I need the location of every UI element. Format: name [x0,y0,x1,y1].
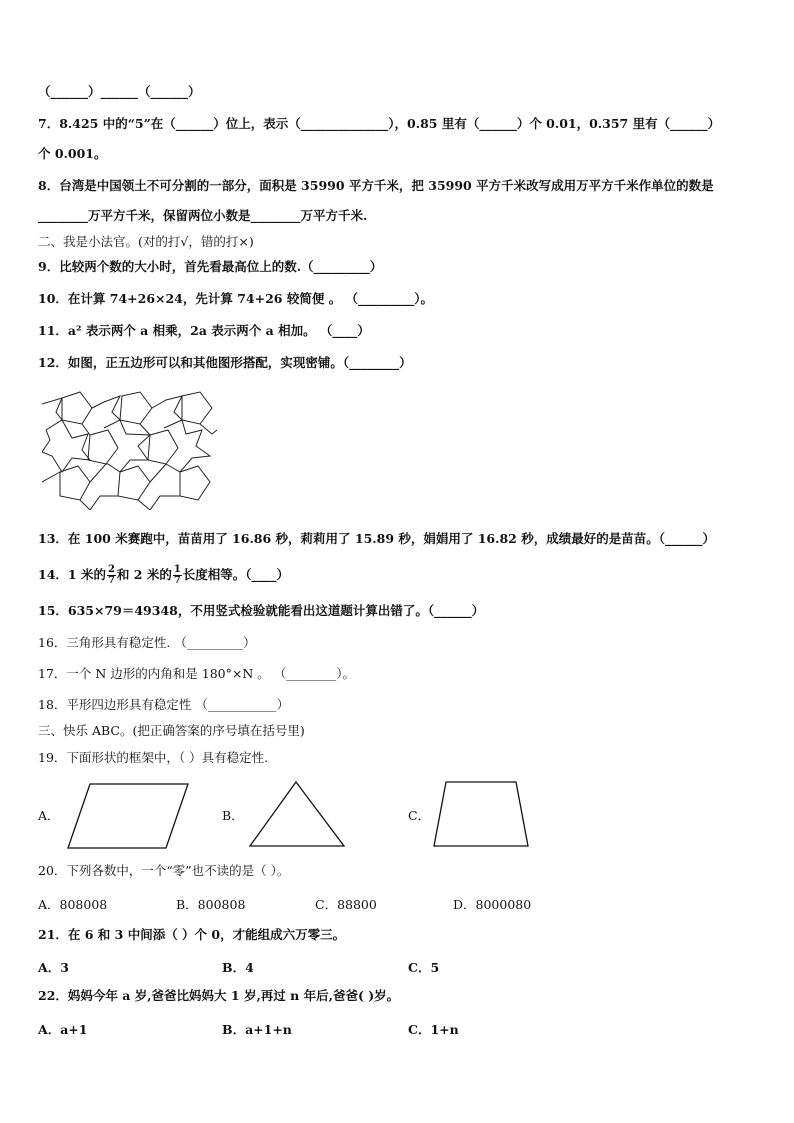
question-7-cont: 个 0.001。 [38,146,107,161]
choice-19-b-label: B． [222,808,244,823]
question-14-part-b: 和 2 米的 [116,567,172,582]
choice-21-c: C．5 [408,960,440,975]
question-14-part-a: 14．1 米的 [38,567,106,582]
choice-22-b: B．a+1+n [222,1022,292,1037]
parallelogram-shape [66,782,191,852]
answer-blanks-prev: （______）______（______） [38,84,201,99]
question-14-part-c: 长度相等。（____） [182,567,290,582]
question-18: 18．平形四边形具有稳定性 （___________） [38,697,290,712]
question-8: 8．台湾是中国领土不可分割的一部分，面积是 35990 平方千米，把 35990 平方千米改写成用万平方千米作单位的数是 [38,178,714,193]
choice-20-b: B．800808 [176,897,246,912]
fraction-2-7 [107,565,116,586]
trapezoid-shape [432,780,532,850]
question-9: 9．比较两个数的大小时，首先看最高位上的数.（_________） [38,259,383,274]
question-15: 15．635×79＝49348，不用竖式检验就能看出这道题计算出错了。（______） [38,603,485,618]
fraction-numerator: 2 [107,564,115,575]
question-12: 12．如图，正五边形可以和其他图形搭配，实现密铺。（________） [38,355,412,370]
question-7: 7．8.425 中的“5”在（______）位上，表示（______________），0.85 里有（______）个 0.01，0.357 里有（______） [38,116,721,131]
question-16: 16．三角形具有稳定性. （_________） [38,635,256,650]
section-3-heading: 三、快乐 ABC。(把正确答案的序号填在括号里) [38,723,305,738]
question-8-cont: ________万平方千米，保留两位小数是________万平方千米. [38,208,368,223]
choice-20-d: D．8000080 [453,897,532,912]
question-13: 13．在 100 米赛跑中，苗苗用了 16.86 秒，莉莉用了 15.89 秒，娟娟用了 16.82 秒，成绩最好的是苗苗。（______） [38,531,715,546]
question-19: 19．下面形状的框架中，（ ）具有稳定性. [38,750,269,765]
choice-22-a: A．a+1 [38,1022,88,1037]
choice-20-a: A．808008 [38,897,108,912]
pentagon-tessellation-figure [42,390,217,510]
question-22: 22．妈妈今年 a 岁,爸爸比妈妈大 1 岁,再过 n 年后,爸爸( )岁。 [38,988,400,1003]
triangle-shape [248,780,348,850]
fraction-denominator: 7 [107,575,115,586]
choice-19-a-label: A． [38,808,60,823]
choice-21-a: A．3 [38,960,69,975]
question-11: 11．a² 表示两个 a 相乘，2a 表示两个 a 相加。 （____） [38,323,370,338]
choice-20-c: C．88800 [315,897,377,912]
section-2-heading: 二、我是小法官。(对的打√，错的打×) [38,234,254,249]
fraction-1-7 [173,565,182,586]
fraction-numerator: 1 [173,564,181,575]
question-21: 21．在 6 和 3 中间添（ ）个 0，才能组成六万零三。 [38,927,346,942]
question-20: 20．下列各数中，一个“零”也不读的是（ ）。 [38,863,290,878]
question-14 [38,564,289,586]
choice-22-c: C．1+n [408,1022,459,1037]
question-17: 17．一个 N 边形的内角和是 180°×N 。 （________）。 [38,666,355,681]
choice-21-b: B．4 [222,960,254,975]
question-10: 10．在计算 74+26×24，先计算 74+26 较简便 。 （_________）。 [38,291,434,306]
fraction-denominator: 7 [173,575,181,586]
choice-19-c-label: C． [408,808,431,823]
